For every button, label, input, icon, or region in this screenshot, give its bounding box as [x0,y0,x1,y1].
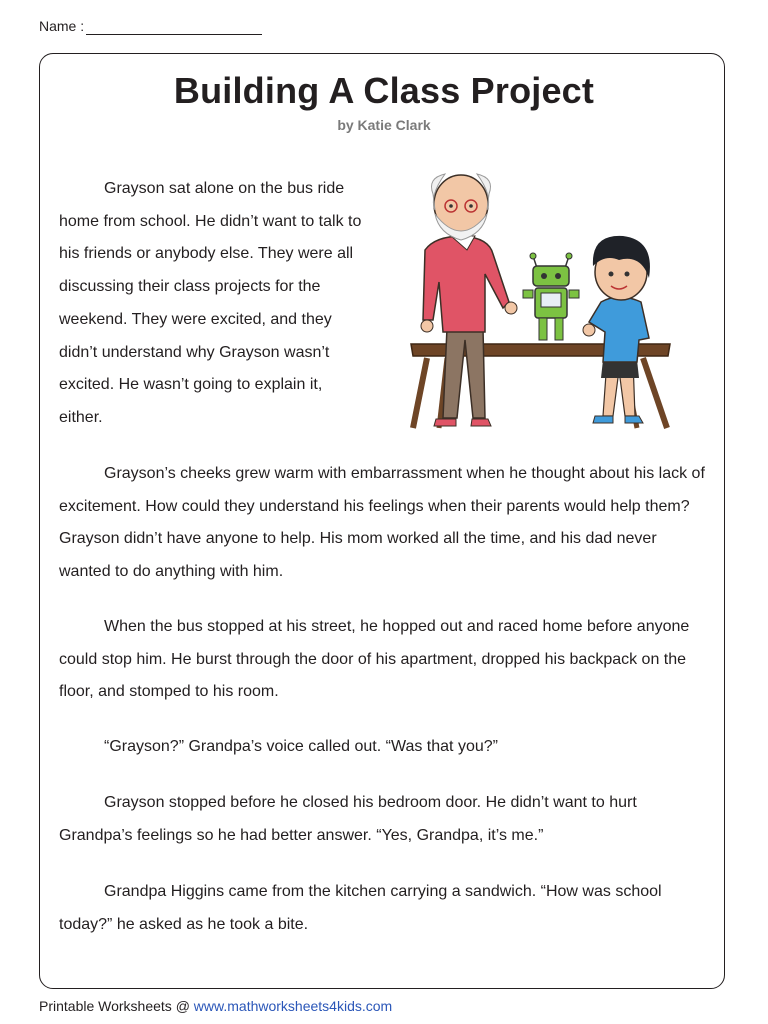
story-paragraph-2: Grayson’s cheeks grew warm with embarrassment when he thought about his lack of excitement. How could they understand his feelings when their parents would help them? Grayson didn’t have anyone to help. His mom worked all the time, and his dad never wanted to do anything with him. [59,465,705,581]
footer [39,998,392,1014]
story-paragraph-1: Grayson sat alone on the bus ride home from school. He didn’t want to talk to his friends or anybody else. They were all discussing their class projects for the weekend. They were excited, and they didn’t understand why Grayson wasn’t excited. He wasn’t going to explain it, either. [59,180,362,426]
name-label: Name : [39,18,85,34]
name-field-row [39,18,262,35]
footer-link[interactable]: www.mathworksheets4kids.com [193,998,393,1014]
worksheet-author: by Katie Clark [337,117,431,133]
footer-label: Printable Worksheets @ [39,998,194,1014]
name-blank-line[interactable] [86,20,262,35]
robot-toy [523,253,579,340]
worksheet-title: Building A Class Project [173,70,595,111]
grandpa-boy-robot-illustration [405,170,680,435]
boy-figure [583,236,650,423]
story-paragraph-3: When the bus stopped at his street, he hopped out and raced home before anyone could stop him. He burst through the door of his apartment, dropped his backpack on the floor, and stomped to his room. [59,618,690,701]
story-paragraph-5: Grayson stopped before he closed his bedroom door. He didn’t want to hurt Grandpa’s feelings so he had better answer. “Yes, Grandpa, it’s me.” [59,794,637,844]
story-paragraph-4: “Grayson?” Grandpa’s voice called out. “Was that you?” [104,738,498,755]
story-paragraph-6: Grandpa Higgins came from the kitchen carrying a sandwich. “How was school today?” he asked as he took a bite. [59,883,662,933]
grandpa-figure [421,174,517,426]
